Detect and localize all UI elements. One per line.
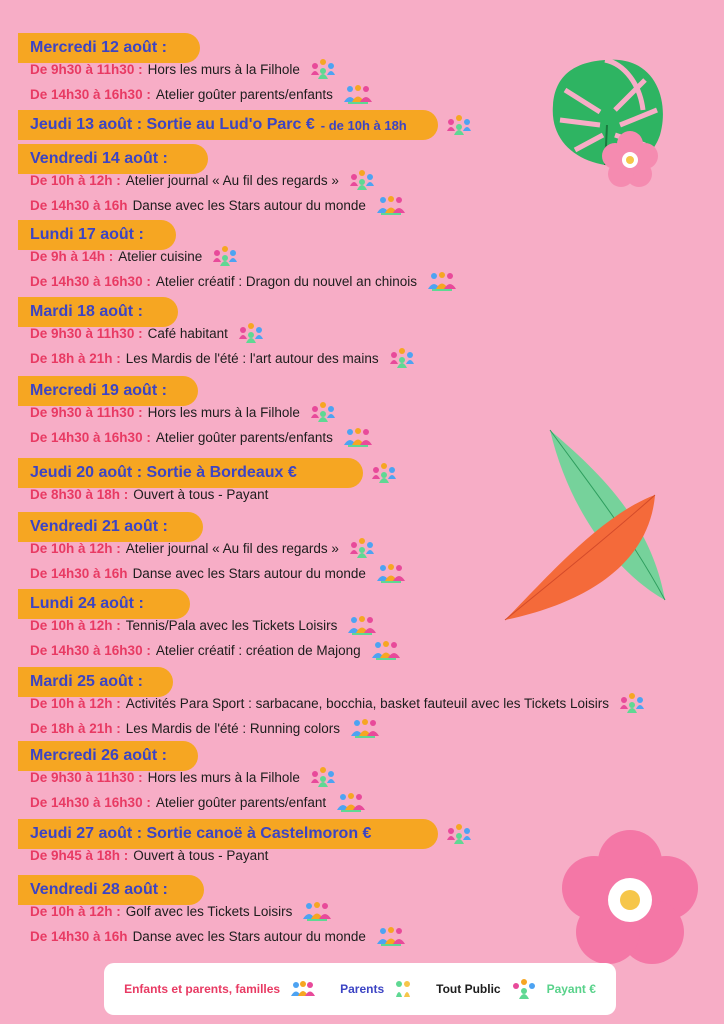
schedule-row [30, 900, 332, 922]
schedule-row [30, 401, 336, 423]
time-range: De 9h à 14h : [30, 248, 114, 264]
time-range: De 14h30 à 16h30 : [30, 794, 151, 810]
activity-description: Tennis/Pala avec les Tickets Loisirs [125, 617, 338, 633]
parents-icon [394, 979, 412, 999]
family-icon [376, 195, 406, 215]
activity-description: Hors les murs à la Filhole [147, 769, 300, 785]
group-icon [349, 537, 375, 559]
family-icon [290, 980, 316, 998]
schedule-row [30, 791, 366, 813]
group-icon [371, 462, 397, 484]
group-icon [310, 401, 336, 423]
group-icon [212, 245, 238, 267]
activity-description: Atelier cuisine [118, 248, 203, 264]
family-icon [350, 718, 380, 738]
schedule-row [30, 537, 375, 559]
day-label: Mercredi 19 août : [30, 382, 167, 399]
schedule-row [30, 194, 406, 216]
time-range: De 9h30 à 11h30 : [30, 325, 143, 341]
day-label: Jeudi 20 août : Sortie à Bordeaux € [30, 464, 297, 481]
activity-description: Atelier goûter parents/enfants [155, 429, 333, 445]
activity-description: Les Mardis de l'été : Running colors [125, 720, 340, 736]
time-range: De 14h30 à 16h30 : [30, 86, 151, 102]
tropical-leaves-decoration [500, 425, 675, 625]
day-label: Mercredi 26 août : [30, 747, 167, 764]
time-range: De 10h à 12h : [30, 172, 121, 188]
activity-description: Danse avec les Stars autour du monde [132, 928, 366, 944]
time-range: De 14h30 à 16h30 : [30, 429, 151, 445]
group-icon [389, 347, 415, 369]
group-icon [446, 823, 472, 845]
legend-public-label: Tout Public [436, 982, 501, 996]
activity-description: Atelier créatif : Dragon du nouvel an chinois [155, 273, 417, 289]
time-range: De 14h30 à 16h [30, 928, 128, 944]
day-label: Vendredi 14 août : [30, 150, 168, 167]
hibiscus-flower-decoration [560, 830, 700, 970]
legend-payant-label: Payant € [546, 982, 596, 996]
legend-families-label: Enfants et parents, familles [124, 982, 281, 996]
day-extra: - de 10h à 18h [320, 117, 407, 133]
schedule-row [30, 639, 401, 661]
family-icon [347, 615, 377, 635]
schedule-row [30, 169, 375, 191]
activity-description: Ouvert à tous - Payant [133, 847, 269, 863]
group-icon [238, 322, 264, 344]
activity-description: Danse avec les Stars autour du monde [132, 197, 366, 213]
day-label: Mardi 18 août : [30, 303, 143, 320]
activity-description: Café habitant [147, 325, 228, 341]
family-icon [336, 792, 366, 812]
schedule-row [30, 270, 457, 292]
schedule-row [30, 245, 238, 267]
schedule-row [30, 692, 645, 714]
activity-description: Atelier goûter parents/enfants [155, 86, 333, 102]
time-range: De 10h à 12h : [30, 695, 121, 711]
activity-description: Atelier créatif : création de Majong [155, 642, 361, 658]
schedule-row [30, 614, 377, 636]
time-range: De 14h30 à 16h [30, 565, 128, 581]
activity-description: Atelier goûter parents/enfant [155, 794, 327, 810]
schedule-row [30, 322, 264, 344]
activity-description: Les Mardis de l'été : l'art autour des mains [125, 350, 379, 366]
schedule-row [30, 766, 336, 788]
legend [104, 963, 616, 1015]
group-icon [619, 692, 645, 714]
time-range: De 10h à 12h : [30, 903, 121, 919]
day-label: Mercredi 12 août : [30, 39, 167, 56]
schedule-row [30, 717, 380, 739]
group-icon [511, 978, 537, 1000]
schedule-row [30, 426, 373, 448]
group-icon [349, 169, 375, 191]
time-range: De 9h45 à 18h : [30, 847, 129, 863]
day-label: Mardi 25 août : [30, 673, 143, 690]
time-range: De 9h30 à 11h30 : [30, 769, 143, 785]
time-range: De 18h à 21h : [30, 720, 121, 736]
day-label: Jeudi 27 août : Sortie canoë à Castelmoron € [30, 825, 372, 842]
time-range: De 14h30 à 16h30 : [30, 273, 151, 289]
group-icon [310, 766, 336, 788]
schedule-row [30, 58, 336, 80]
time-range: De 14h30 à 16h [30, 197, 128, 213]
activity-description: Golf avec les Tickets Loisirs [125, 903, 293, 919]
day-label: Jeudi 13 août : Sortie au Lud'o Parc € [30, 116, 315, 133]
time-range: De 9h30 à 11h30 : [30, 61, 143, 77]
day-header [18, 110, 438, 140]
activity-description: Atelier journal « Au fil des regards » [125, 172, 339, 188]
family-icon [427, 271, 457, 291]
family-icon [371, 640, 401, 660]
day-label: Lundi 24 août : [30, 595, 144, 612]
group-icon [446, 114, 472, 136]
group-icon [310, 58, 336, 80]
family-icon [302, 901, 332, 921]
family-icon [376, 563, 406, 583]
family-icon [343, 84, 373, 104]
activity-description: Atelier journal « Au fil des regards » [125, 540, 339, 556]
schedule-row [30, 483, 268, 505]
time-range: De 10h à 12h : [30, 617, 121, 633]
schedule-row [30, 347, 415, 369]
activity-description: Activités Para Sport : sarbacane, bocchia, basket fauteuil avec les Tickets Loisirs [125, 695, 610, 711]
day-label: Vendredi 28 août : [30, 881, 168, 898]
schedule-row [30, 83, 373, 105]
schedule-row [30, 925, 406, 947]
family-icon [343, 427, 373, 447]
time-range: De 18h à 21h : [30, 350, 121, 366]
activity-description: Hors les murs à la Filhole [147, 61, 300, 77]
time-range: De 9h30 à 11h30 : [30, 404, 143, 420]
activity-description: Hors les murs à la Filhole [147, 404, 300, 420]
day-label: Vendredi 21 août : [30, 518, 168, 535]
family-icon [376, 926, 406, 946]
activity-description: Danse avec les Stars autour du monde [132, 565, 366, 581]
time-range: De 10h à 12h : [30, 540, 121, 556]
monstera-leaf-decoration [545, 50, 670, 200]
day-label: Lundi 17 août : [30, 226, 144, 243]
schedule-row [30, 844, 268, 866]
schedule-row [30, 562, 406, 584]
time-range: De 8h30 à 18h : [30, 486, 129, 502]
time-range: De 14h30 à 16h30 : [30, 642, 151, 658]
legend-parents-label: Parents [340, 982, 385, 996]
activity-description: Ouvert à tous - Payant [133, 486, 269, 502]
